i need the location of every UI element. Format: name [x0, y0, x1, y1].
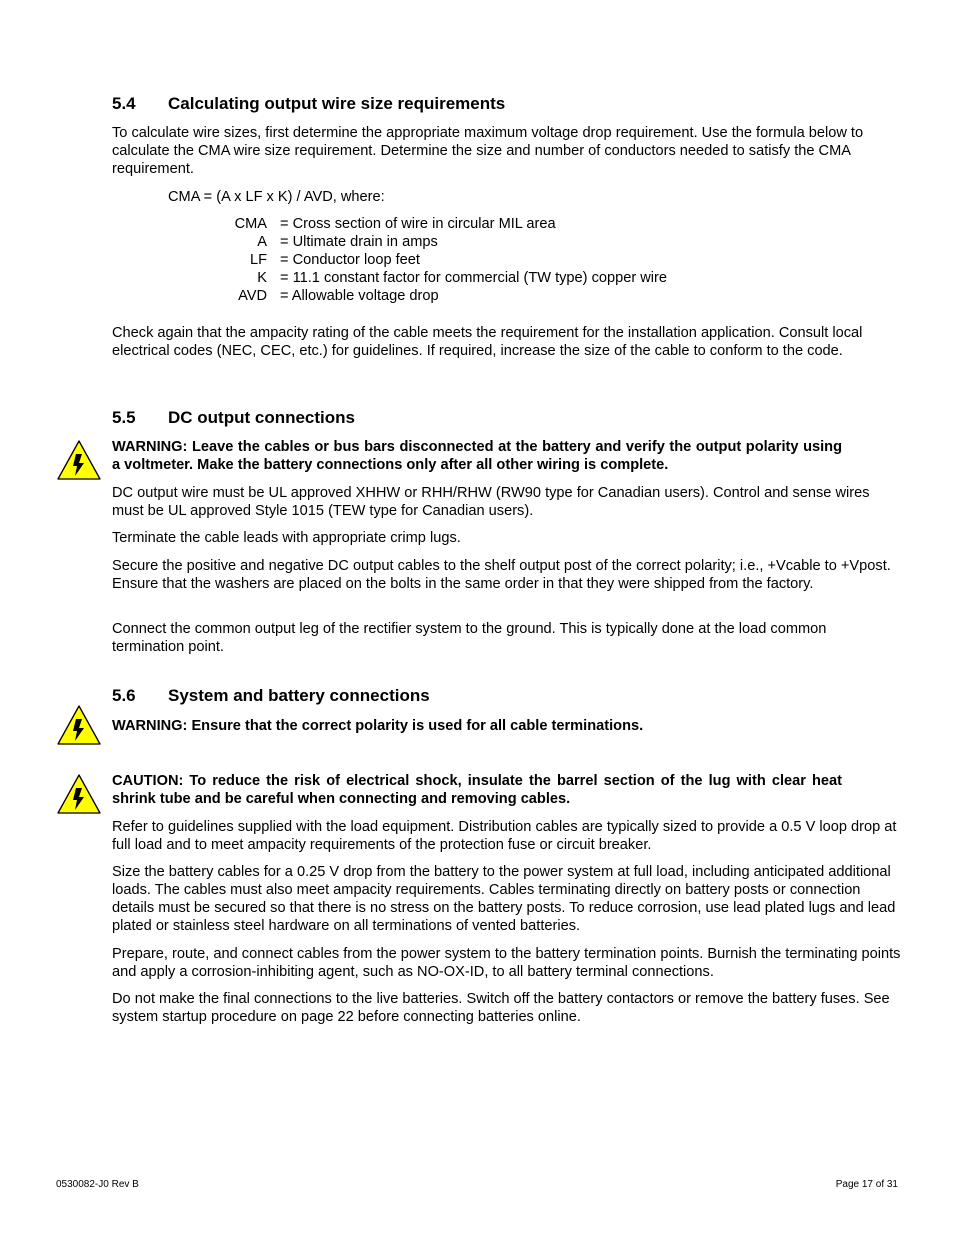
electrical-hazard-icon — [56, 704, 102, 746]
definition-text: = 11.1 constant factor for commercial (TW type) copper wire — [280, 270, 668, 286]
cma-formula: CMA = (A x LF x K) / AVD, where: — [168, 189, 385, 205]
ground-paragraph: Connect the common output leg of the rectifier system to the ground. This is typically done at the load common termination point. — [112, 621, 827, 655]
section-number: 5.5 — [112, 408, 136, 427]
electrical-hazard-icon — [56, 773, 102, 815]
definition-item — [220, 287, 667, 305]
final-connections-paragraph: Do not make the final connections to the live batteries. Switch off the battery contactors or remove the battery fuses. See system startup procedure on page 22 before connecting batteries online. — [112, 991, 890, 1025]
battery-cables-paragraph: Size the battery cables for a 0.25 V drop from the battery to the power system at full load, including anticipated additional loads. The cables must also meet ampacity requirements. Cables terminating directly on battery posts or connection details must be secured so that there is no stress on the battery posts. To reduce corrosion, use lead plated lugs and lead plated or stainless steel hardware on all terminations of vented batteries. — [112, 864, 896, 934]
electrical-hazard-icon — [56, 439, 102, 481]
definition-item — [220, 233, 667, 251]
formula-definitions-list — [220, 215, 667, 305]
definition-item — [220, 215, 667, 233]
definition-item — [220, 251, 667, 269]
section-title: DC output connections — [168, 408, 355, 427]
section-5-4-heading — [112, 94, 505, 114]
definition-text: = Cross section of wire in circular MIL area — [280, 216, 556, 232]
dc-output-warning: WARNING: Leave the cables or bus bars disconnected at the battery and verify the output polarity using a voltmeter. Make the battery connections only after all other wiring is complete. — [112, 439, 842, 473]
definition-symbol: A — [257, 234, 267, 250]
definition-symbol: K — [257, 270, 267, 286]
dc-output-wire-paragraph: DC output wire must be UL approved XHHW or RHH/RHW (RW90 type for Canadian users). Control and sense wires must be UL approved Style 1015 (TEW type for Canadian users). — [112, 485, 870, 519]
shock-caution: CAUTION: To reduce the risk of electrical shock, insulate the barrel section of the lug with clear heat shrink tube and be careful when connecting and removing cables. — [112, 773, 842, 807]
distribution-cables-paragraph: Refer to guidelines supplied with the load equipment. Distribution cables are typically sized to provide a 0.5 V loop drop at full load and to meet ampacity requirements of the protection fuse or circuit breaker. — [112, 819, 897, 853]
section-number: 5.6 — [112, 686, 136, 705]
section-5-6-heading — [112, 686, 430, 706]
polarity-warning: WARNING: Ensure that the correct polarity is used for all cable terminations. — [112, 718, 644, 734]
definition-text: = Conductor loop feet — [280, 252, 420, 268]
footer-doc-id: 0530082-J0 Rev B — [56, 1179, 139, 1190]
ampacity-check-paragraph: Check again that the ampacity rating of the cable meets the requirement for the installation application. Consult local electrical codes (NEC, CEC, etc.) for guidelines. If required, increase the size of the cable to conform to the code. — [112, 325, 863, 359]
definition-symbol: AVD — [238, 288, 267, 304]
section-5-5-heading — [112, 408, 355, 428]
definition-text: = Allowable voltage drop — [280, 288, 439, 304]
section-title: System and battery connections — [168, 686, 430, 705]
definition-text: = Ultimate drain in amps — [280, 234, 438, 250]
output-cables-paragraph: Secure the positive and negative DC output cables to the shelf output post of the correct polarity; i.e., +Vcable to +Vpost. Ensure that the washers are placed on the bolts in the same order in that they were shipped from the factory. — [112, 558, 891, 592]
crimp-lugs-paragraph: Terminate the cable leads with appropriate crimp lugs. — [112, 530, 461, 546]
definition-symbol: LF — [249, 252, 267, 268]
footer-page-number: Page 17 of 31 — [835, 1179, 898, 1190]
section-number: 5.4 — [112, 94, 136, 113]
definition-symbol: CMA — [234, 216, 267, 232]
definition-item — [220, 269, 667, 287]
termination-points-paragraph: Prepare, route, and connect cables from the power system to the battery termination points. Burnish the terminating points and apply a corrosion-inhibiting agent, such as NO-OX-ID, to all battery terminal connections. — [112, 946, 901, 980]
section-title: Calculating output wire size requirements — [168, 94, 506, 113]
wire-size-intro-paragraph: To calculate wire sizes, first determine the appropriate maximum voltage drop requirement. Use the formula below to calculate the CMA wire size requirement. Determine the size and number of conductors needed to satisfy the CMA requirement. — [112, 125, 864, 177]
